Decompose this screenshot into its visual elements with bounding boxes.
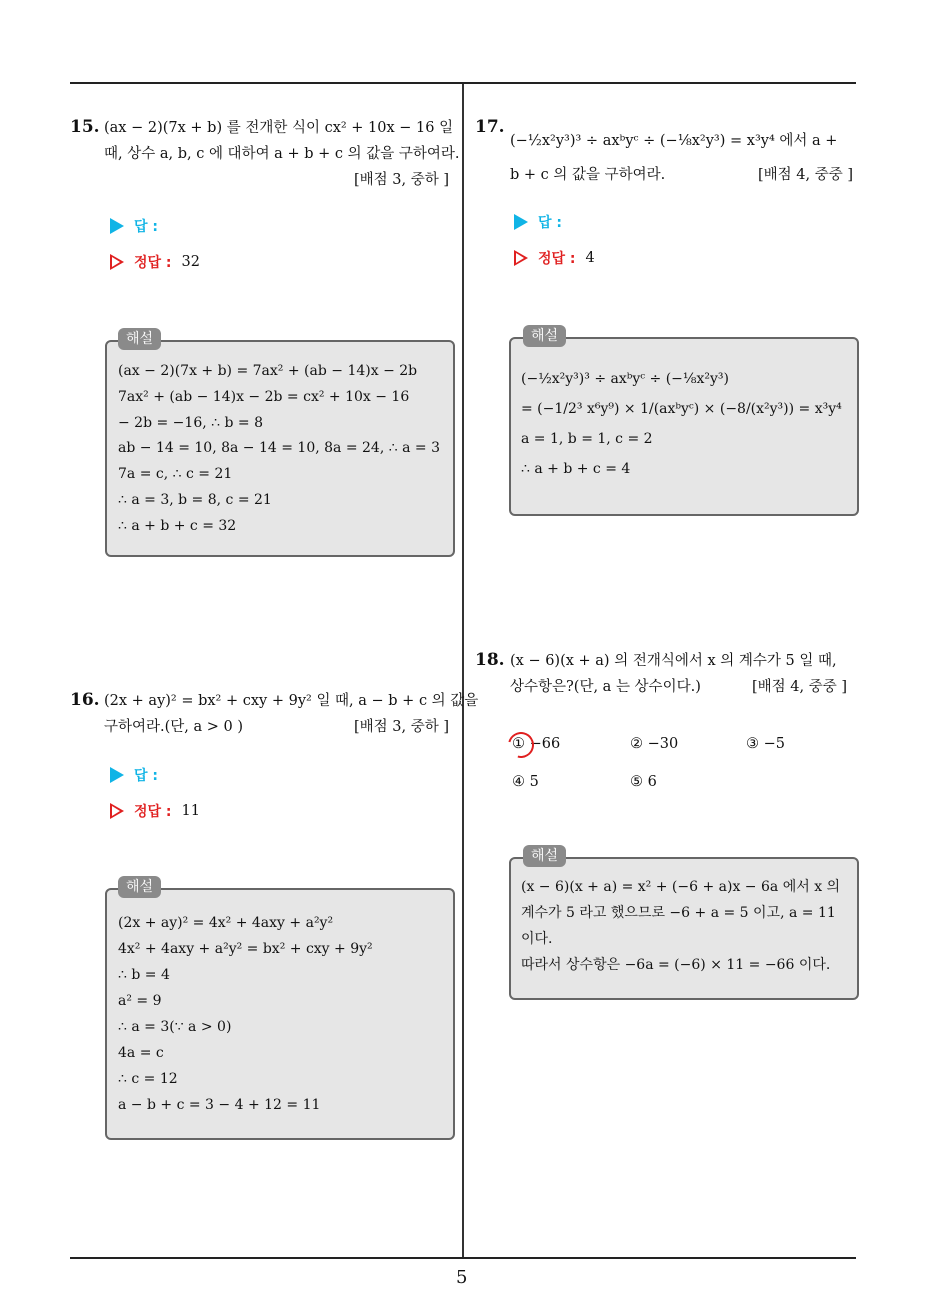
column-divider	[462, 84, 464, 1258]
question-16-number: 16.	[70, 690, 100, 710]
solution-line: ∴ b = 4	[118, 967, 170, 983]
question-17-solution-box	[509, 337, 859, 516]
solution-tag: 해설	[523, 325, 566, 347]
question-15-line2: 때, 상수 a, b, c 에 대하여 a + b + c 의 값을 구하여라.	[104, 146, 460, 162]
solution-line: (ax − 2)(7x + b) = 7ax² + (ab − 14)x − 2b	[118, 363, 418, 379]
question-18-line2: 상수항은?(단, a 는 상수이다.)	[510, 679, 701, 695]
correct-value: 4	[585, 250, 595, 266]
solution-line: ∴ a = 3, b = 8, c = 21	[118, 492, 272, 508]
solution-line: ∴ a + b + c = 4	[521, 461, 631, 477]
solution-tag: 해설	[118, 328, 161, 350]
play-icon	[110, 767, 124, 783]
hollow-triangle-icon	[110, 803, 124, 819]
question-18-meta: [배점 4, 중중 ]	[752, 679, 848, 695]
choice-3[interactable]: ③ −5	[746, 736, 785, 752]
solution-line: a = 1, b = 1, c = 2	[521, 431, 653, 447]
solution-line: = (−1/2³ x⁶y⁹) × 1/(axᵇyᶜ) × (−8/(x²y³)) = x³y⁴	[521, 401, 842, 417]
solution-line: 7a = c, ∴ c = 21	[118, 466, 233, 483]
hollow-triangle-icon	[110, 254, 124, 270]
correct-label: 정답 :	[134, 255, 172, 271]
solution-line: 따라서 상수항은 −6a = (−6) × 11 = −66 이다.	[521, 957, 831, 973]
question-15-line1: (ax − 2)(7x + b) 를 전개한 식이 cx² + 10x − 16 일	[104, 120, 454, 136]
play-icon	[514, 214, 528, 230]
solution-line: a − b + c = 3 − 4 + 12 = 11	[118, 1097, 321, 1113]
solution-line: ab − 14 = 10, 8a − 14 = 10, 8a = 24, ∴ a = 3	[118, 440, 440, 457]
solution-line: ∴ a + b + c = 32	[118, 517, 237, 534]
solution-tag: 해설	[523, 845, 566, 867]
choice-2[interactable]: ② −30	[630, 736, 679, 752]
solution-line: (x − 6)(x + a) = x² + (−6 + a)x − 6a 에서 x 의	[521, 879, 841, 895]
question-17-number: 17.	[475, 117, 505, 137]
question-16-line2: 구하여라.(단, a > 0 )	[104, 719, 244, 735]
bottom-rule	[70, 1257, 856, 1259]
solution-line: a² = 9	[118, 993, 162, 1009]
answer-label: 답 :	[134, 768, 158, 784]
solution-line: − 2b = −16, ∴ b = 8	[118, 414, 263, 431]
solution-line: (−½x²y³)³ ÷ axᵇyᶜ ÷ (−⅛x²y³)	[521, 371, 729, 387]
question-17-answer	[514, 212, 562, 232]
question-15-meta: [배점 3, 중하 ]	[354, 172, 450, 188]
solution-line: 이다.	[521, 931, 553, 947]
solution-line: ∴ a = 3(∵ a > 0)	[118, 1019, 232, 1035]
question-16-line1: (2x + ay)² = bx² + cxy + 9y² 일 때, a − b + c 의 값을	[104, 693, 479, 709]
question-15-correct	[110, 252, 200, 272]
question-17-line1: (−½x²y³)³ ÷ axᵇyᶜ ÷ (−⅛x²y³) = x³y⁴ 에서 a +	[510, 133, 838, 149]
page-number: 5	[456, 1267, 468, 1288]
solution-line: 계수가 5 라고 했으므로 −6 + a = 5 이고, a = 11	[521, 905, 836, 921]
question-17-line2: b + c 의 값을 구하여라.	[510, 167, 666, 183]
correct-label: 정답 :	[134, 804, 172, 820]
solution-line: ∴ c = 12	[118, 1071, 178, 1087]
question-18-number: 18.	[475, 650, 505, 670]
solution-line: 7ax² + (ab − 14)x − 2b = cx² + 10x − 16	[118, 388, 410, 405]
solution-line: 4x² + 4axy + a²y² = bx² + cxy + 9y²	[118, 941, 373, 957]
question-16-answer	[110, 765, 158, 785]
choice-4[interactable]: ④ 5	[512, 774, 539, 790]
correct-label: 정답 :	[538, 251, 576, 267]
answer-label: 답 :	[134, 219, 158, 235]
question-15-number: 15.	[70, 117, 100, 137]
correct-value: 11	[181, 803, 200, 819]
hollow-triangle-icon	[514, 250, 528, 266]
play-icon	[110, 218, 124, 234]
question-16-correct	[110, 801, 200, 821]
solution-tag: 해설	[118, 876, 161, 898]
answer-label: 답 :	[538, 215, 562, 231]
solution-line: 4a = c	[118, 1045, 164, 1061]
question-18-line1: (x − 6)(x + a) 의 전개식에서 x 의 계수가 5 일 때,	[510, 653, 837, 669]
question-16-meta: [배점 3, 중하 ]	[354, 719, 450, 735]
correct-value: 32	[181, 254, 200, 270]
selected-mark-icon	[503, 727, 539, 763]
solution-line: (2x + ay)² = 4x² + 4axy + a²y²	[118, 915, 334, 931]
question-17-correct	[514, 248, 595, 268]
question-17-meta: [배점 4, 중중 ]	[758, 167, 854, 183]
question-15-answer	[110, 216, 158, 236]
choice-1[interactable]: ① −66	[512, 736, 561, 752]
choice-5[interactable]: ⑤ 6	[630, 774, 657, 790]
